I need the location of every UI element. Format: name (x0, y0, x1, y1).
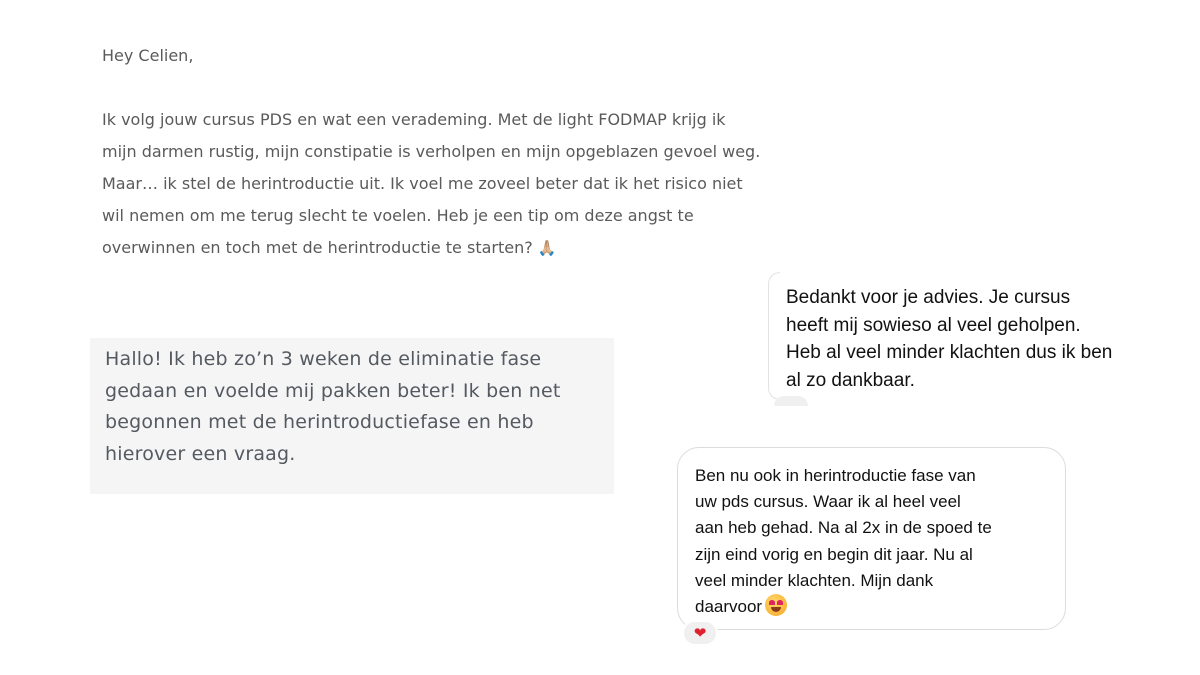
message-line: begonnen met de herintroductiefase en heb (105, 411, 534, 433)
chat-line-last (695, 594, 992, 620)
chat-bubble-text (786, 284, 1186, 394)
chat-line: daarvoor (695, 597, 763, 617)
bubble-edge (768, 272, 780, 400)
chat-line: Bedankt voor je advies. Je cursus (786, 287, 1071, 308)
email-line-last (102, 232, 822, 264)
heart-reaction[interactable] (682, 620, 718, 646)
message-line: gedaan en voelde mij pakken beter! Ik ben net (105, 379, 561, 402)
email-greeting: Hey Celien, (102, 46, 194, 65)
chat-line: aan heb gehad. Na al 2x in de spoed te (695, 518, 992, 538)
chat-line: Ben nu ook in herintroductie fase van (695, 466, 976, 485)
chat-bubble-top[interactable] (768, 272, 1188, 400)
message-line: Hallo! Ik heb zo’n 3 weken de eliminatie fase (105, 348, 542, 370)
email-line: Ik volg jouw cursus PDS en wat een verademing. Met de light FODMAP krijg ik (102, 110, 726, 129)
heart-eyes-emoji-icon (765, 594, 787, 616)
email-message (102, 40, 822, 264)
email-line: wil nemen om me terug slecht te voelen. Heb je een tip om deze angst te (102, 206, 694, 225)
chat-line: heeft mij sowieso al veel geholpen. (786, 314, 1081, 336)
chat-bubble-bottom[interactable] (677, 447, 1066, 630)
chat-bubble-text (695, 463, 992, 620)
praying-hands-icon: 🙏🏼 (537, 239, 557, 257)
message-line: hierover een vraag. (105, 442, 296, 465)
grey-message-box (90, 338, 614, 494)
chat-line: veel minder klachten. Mijn dank (695, 570, 934, 590)
email-line: Maar… ik stel de herintroductie uit. Ik voel me zoveel beter dat ik het risico niet (102, 174, 743, 193)
chat-line: al zo dankbaar. (786, 369, 915, 391)
email-line: overwinnen en toch met de herintroductie te starten? (102, 238, 533, 257)
heart-icon: ❤ (693, 623, 707, 642)
chat-line: zijn eind vorig en begin dit jaar. Nu al (695, 544, 973, 564)
reaction-stub (774, 396, 808, 406)
email-line: mijn darmen rustig, mijn constipatie is verholpen en mijn opgeblazen gevoel weg. (102, 142, 761, 161)
chat-line: uw pds cursus. Waar ik al heel veel (695, 492, 961, 512)
chat-line: Heb al veel minder klachten dus ik ben (786, 342, 1113, 363)
